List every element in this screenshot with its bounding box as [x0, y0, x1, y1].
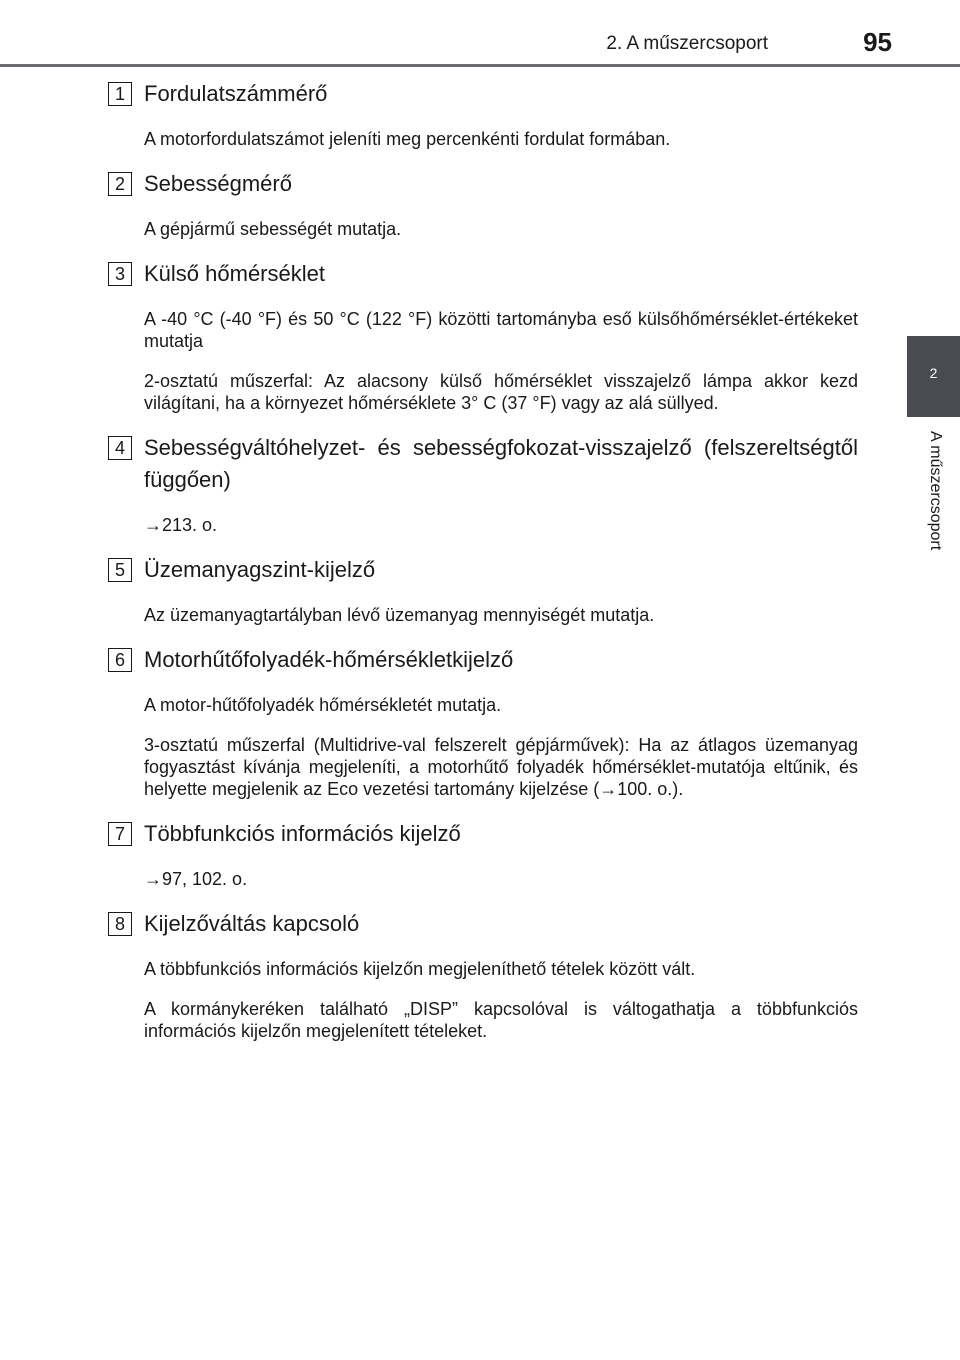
item-paragraph: A többfunkciós információs kijelzőn megjeleníthető tételek között vált. [144, 959, 696, 979]
list-item [108, 432, 858, 536]
item-number-box: 5 [108, 558, 132, 582]
item-heading [108, 168, 858, 200]
item-number-box: 7 [108, 822, 132, 846]
item-title: Motorhűtőfolyadék-hőmérsékletkijelző [144, 647, 514, 672]
item-title: Sebességváltóhelyzet- és sebességfokozat-visszajelző (felszereltségtől függően) [144, 435, 858, 492]
chapter-tab [907, 336, 960, 417]
item-number-box: 3 [108, 262, 132, 286]
item-title: Külső hőmérséklet [144, 261, 325, 286]
chapter-tab-number: 2 [929, 365, 938, 381]
list-item [108, 554, 858, 626]
item-paragraph: A gépjármű sebességét mutatja. [144, 219, 402, 239]
item-heading [108, 258, 858, 290]
item-heading [108, 554, 858, 586]
list-item [108, 908, 858, 1042]
item-paragraph: 3-osztatú műszerfal (Multidrive-val felszerelt gépjárművek): Ha az átlagos üzemanyag fogyasztást kívánja megjeleníti, a motorhűtő folyadék hőmérséklet-mutatója eltűnik, és helyette megjelenik az Eco vezetési tartomány kijelzése (→100. o.). [144, 735, 858, 799]
content-list [108, 78, 858, 1052]
list-item [108, 168, 858, 240]
item-number-box: 4 [108, 436, 132, 460]
item-heading [108, 818, 858, 850]
header-rule [0, 64, 960, 67]
item-heading [108, 432, 858, 496]
item-heading [108, 908, 858, 940]
item-paragraph: 2-osztatú műszerfal: Az alacsony külső hőmérséklet visszajelző lámpa akkor kezd világítani, ha a környezet hőmérséklete 3° C (37 °F) vagy az alá süllyed. [144, 371, 858, 413]
list-item [108, 644, 858, 800]
item-number-box: 6 [108, 648, 132, 672]
item-heading [108, 78, 858, 110]
header-section-title: 2. A műszercsoport [606, 33, 768, 54]
list-item [108, 258, 858, 414]
item-paragraph: A motorfordulatszámot jeleníti meg percenkénti fordulat formában. [144, 129, 671, 149]
item-paragraph: A -40 °C (-40 °F) és 50 °C (122 °F) közötti tartományba eső külsőhőmérséklet-értékeket mutatja [144, 309, 858, 351]
list-item [108, 818, 858, 890]
item-heading [108, 644, 858, 676]
page-number: 95 [863, 27, 892, 57]
chapter-tab-title: A műszercsoport [927, 431, 944, 551]
item-paragraph: A kormánykeréken található „DISP” kapcsolóval is váltogathatja a többfunkciós információs kijelzőn megjelenített tételeket. [144, 999, 858, 1041]
item-paragraph: →213. o. [144, 515, 218, 535]
item-title: Kijelzőváltás kapcsoló [144, 911, 360, 936]
item-title: Fordulatszámmérő [144, 81, 328, 106]
item-title: Üzemanyagszint-kijelző [144, 557, 376, 582]
page-header [0, 0, 960, 66]
item-number-box: 2 [108, 172, 132, 196]
item-number-box: 1 [108, 82, 132, 106]
item-paragraph: →97, 102. o. [144, 869, 248, 889]
item-number-box: 8 [108, 912, 132, 936]
item-paragraph: A motor-hűtőfolyadék hőmérsékletét mutatja. [144, 695, 502, 715]
list-item [108, 78, 858, 150]
item-paragraph: Az üzemanyagtartályban lévő üzemanyag mennyiségét mutatja. [144, 605, 655, 625]
item-title: Sebességmérő [144, 171, 292, 196]
item-title: Többfunkciós információs kijelző [144, 821, 461, 846]
